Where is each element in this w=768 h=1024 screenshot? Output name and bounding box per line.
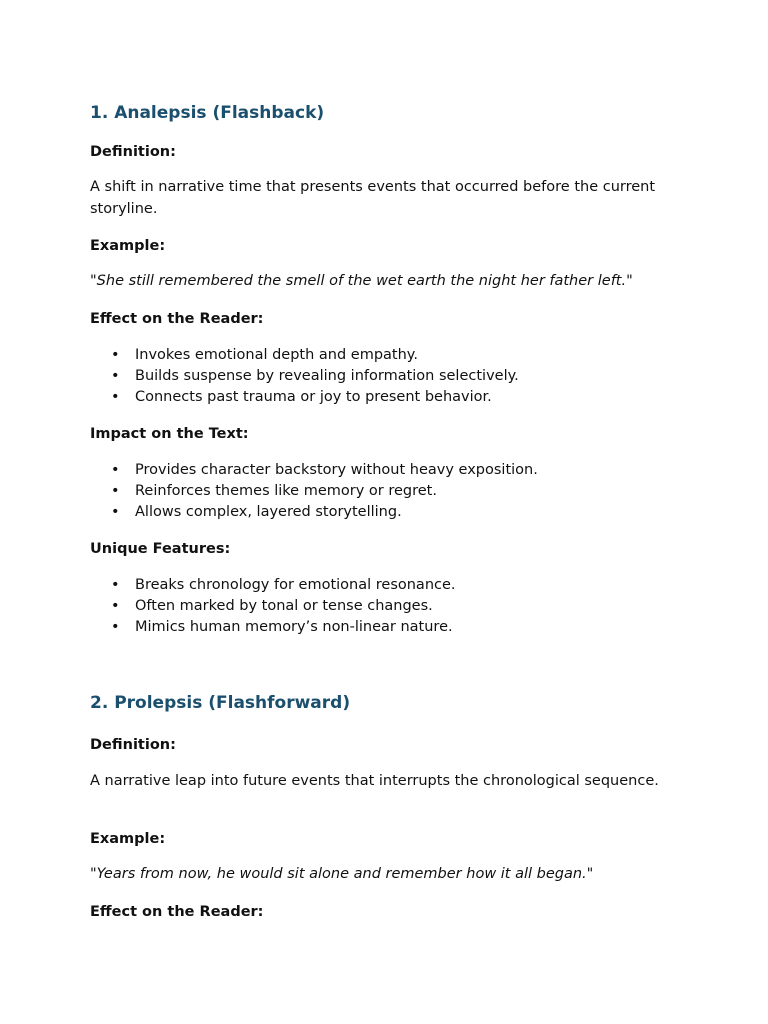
effect-label: Effect on the Reader: [90,904,264,920]
example-text: "She still remembered the smell of the wet earth the night her father left." [90,273,633,289]
definition-label: Definition: [90,737,176,753]
example-text: "Years from now, he would sit alone and remember how it all began." [90,866,594,882]
list-item: • Allows complex, layered storytelling. [90,502,538,523]
list-item: • Invokes emotional depth and empathy. [90,345,519,366]
effect-label: Effect on the Reader: [90,311,264,327]
list-item: • Provides character backstory without heavy exposition. [90,460,538,481]
section-title-analepsis: 1. Analepsis (Flashback) [90,103,325,123]
section-title-prolepsis: 2. Prolepsis (Flashforward) [90,693,351,713]
list-item: • Builds suspense by revealing information selectively. [90,366,519,387]
list-item: • Breaks chronology for emotional resonance. [90,575,456,596]
definition-text: A shift in narrative time that presents events that occurred before the current storyline. [90,179,656,217]
unique-list [90,575,456,637]
example-label: Example: [90,238,166,254]
effect-list [90,345,519,407]
example-quote: Years from now, he would sit alone and remember how it all began. [96,866,587,882]
unique-label: Unique Features: [90,541,231,557]
list-item: • Connects past trauma or joy to present behavior. [90,387,519,408]
list-item: • Mimics human memory’s non-linear nature. [90,617,456,638]
impact-label: Impact on the Text: [90,426,249,442]
list-item: • Often marked by tonal or tense changes. [90,596,456,617]
example-quote: She still remembered the smell of the wet earth the night her father left. [96,273,627,289]
example-label: Example: [90,831,166,847]
definition-text: A narrative leap into future events that interrupts the chronological sequence. [90,773,659,789]
list-item: • Reinforces themes like memory or regret. [90,481,538,502]
impact-list [90,460,538,522]
definition-label: Definition: [90,144,176,160]
